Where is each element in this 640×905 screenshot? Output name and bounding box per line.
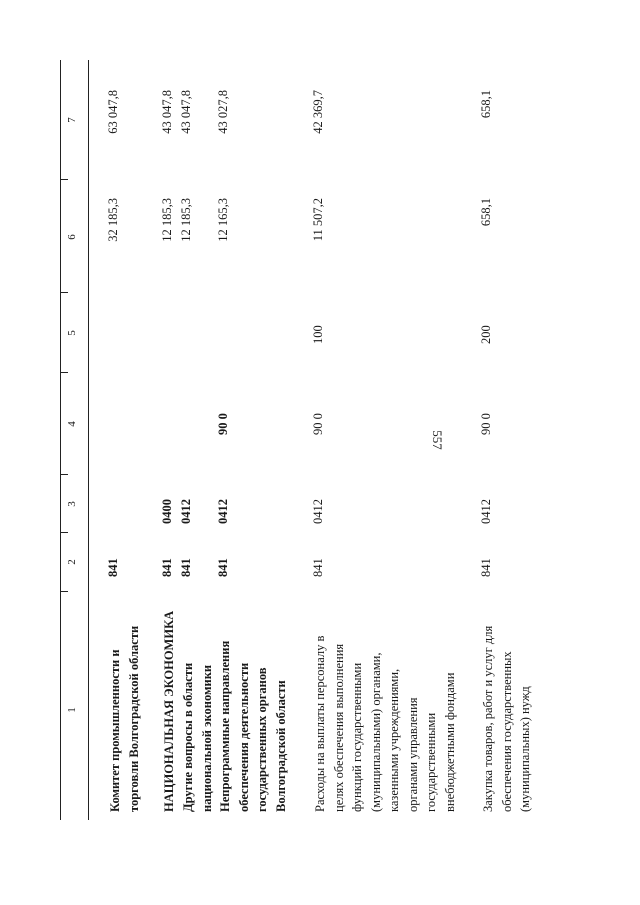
column-header-7: 7 <box>66 117 78 123</box>
cell-col6: 12 185,3 <box>179 198 193 242</box>
cell-col2: 841 <box>216 558 230 577</box>
cell-col5: 100 <box>311 325 325 344</box>
cell-col3: 0412 <box>216 499 230 524</box>
cell-col6: 32 185,3 <box>106 198 120 242</box>
cell-col7: 658,1 <box>479 90 493 119</box>
table-top-rule <box>60 60 61 820</box>
cell-col7: 43 047,8 <box>160 90 174 134</box>
cell-col3: 0412 <box>179 499 193 524</box>
row-name: Закупка товаров, работ и услуг для обеспечения государственных (муниципальных) нужд <box>481 625 532 812</box>
column-header-3: 3 <box>66 501 78 507</box>
column-header-5: 5 <box>66 330 78 336</box>
cell-col2: 841 <box>179 558 193 577</box>
cell-col2: 841 <box>106 558 120 577</box>
column-header-2: 2 <box>66 559 78 565</box>
cell-col3: 0412 <box>311 499 325 524</box>
column-header-4: 4 <box>66 421 78 427</box>
cell-col4: 90 0 <box>216 413 230 435</box>
cell-col2: 841 <box>311 558 325 577</box>
budget-table <box>60 60 590 820</box>
row-name: Расходы на выплаты персоналу в целях обеспечения выполнения функций государственными (муниципальными) органами, казенными учреждениями, органами управления государственными внебюджетными фондами <box>313 635 457 812</box>
cell-col2: 841 <box>479 558 493 577</box>
cell-col3: 0412 <box>479 499 493 524</box>
cell-col7: 43 047,8 <box>179 90 193 134</box>
header-divider <box>60 179 68 180</box>
cell-col5: 200 <box>479 325 493 344</box>
header-divider <box>60 532 68 533</box>
cell-col6: 12 165,3 <box>216 198 230 242</box>
header-divider <box>60 591 68 592</box>
row-name: Непрограммные направления обеспечения деятельности государственных органов Волгоградской области <box>218 640 288 812</box>
cell-col2: 841 <box>160 558 174 577</box>
cell-col6: 658,1 <box>479 198 493 227</box>
column-header-6: 6 <box>66 234 78 240</box>
cell-col7: 63 047,8 <box>106 90 120 134</box>
page-number: 557 <box>430 430 445 450</box>
cell-col4: 90 0 <box>311 413 325 435</box>
header-divider <box>60 372 68 373</box>
cell-col7: 42 369,7 <box>311 90 325 134</box>
header-divider <box>60 292 68 293</box>
row-name: НАЦИОНАЛЬНАЯ ЭКОНОМИКА <box>162 610 176 812</box>
cell-col6: 12 185,3 <box>160 198 174 242</box>
header-divider <box>60 474 68 475</box>
cell-col7: 43 027,8 <box>216 90 230 134</box>
row-name: Комитет промышленности и торговли Волгоградской области <box>108 625 141 812</box>
row-name: Другие вопросы в области национальной экономики <box>181 662 214 812</box>
column-header-1: 1 <box>66 707 78 713</box>
cell-col3: 0400 <box>160 499 174 524</box>
cell-col6: 11 507,2 <box>311 198 325 242</box>
cell-col4: 90 0 <box>479 413 493 435</box>
header-bottom-rule <box>88 60 89 820</box>
